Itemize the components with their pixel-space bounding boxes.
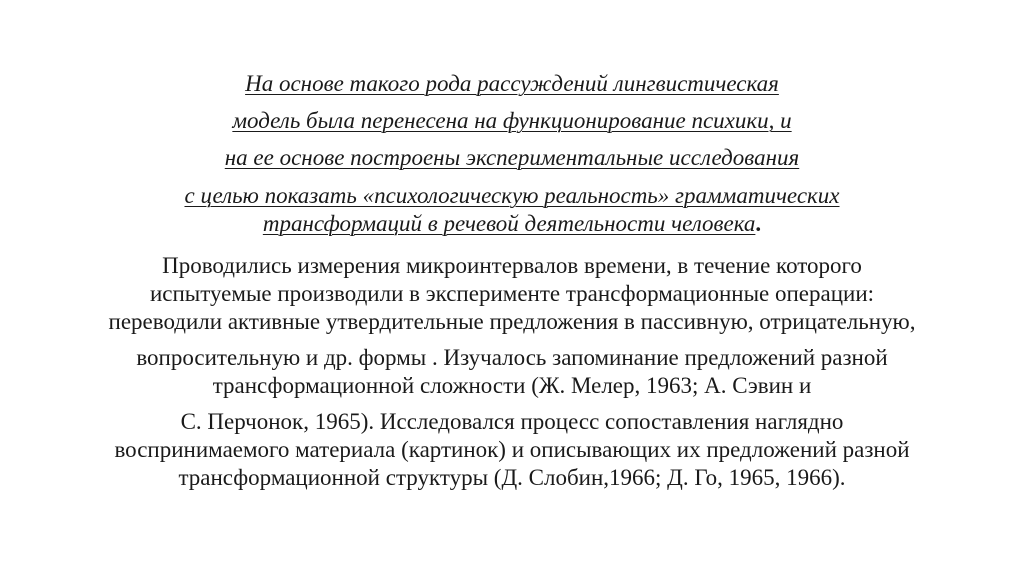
body-line-6: С. Перчонок, 1965). Исследовался процесс сопоставления наглядно [180, 409, 844, 434]
quote-line-5 [0, 210, 1024, 238]
body-line-3: переводили активные утвердительные предложения в пассивную, отрицательную, [108, 309, 916, 334]
body-line-7: воспринимаемого материала (картинок) и описывающих их предложений разной [114, 437, 910, 462]
quote-line-4: с целью показать «психологическую реальность» грамматических [184, 183, 840, 208]
body-line-1: Проводились измерения микроинтервалов времени, в течение которого [162, 253, 862, 278]
quote-line-1: На основе такого рода рассуждений лингвистическая [245, 71, 779, 96]
quote-line-5-text: трансформаций в речевой деятельности человека [262, 211, 756, 236]
body-line-8: трансформационной структуры (Д. Слобин,1966; Д. Го, 1965, 1966). [178, 465, 846, 490]
body-line-2: испытуемые производили в эксперименте трансформационные операции: [149, 281, 875, 306]
quote-line-3: на ее основе построены экспериментальные исследования [224, 145, 800, 170]
quote-end-period: . [755, 211, 762, 236]
body-line-4: вопросительную и др. формы . Изучалось запоминание предложений разной [136, 345, 888, 370]
quote-line-2: модель была перенесена на функционирование психики, и [232, 108, 792, 133]
body-line-5: трансформационной сложности (Ж. Мелер, 1963; А. Сэвин и [212, 373, 812, 398]
